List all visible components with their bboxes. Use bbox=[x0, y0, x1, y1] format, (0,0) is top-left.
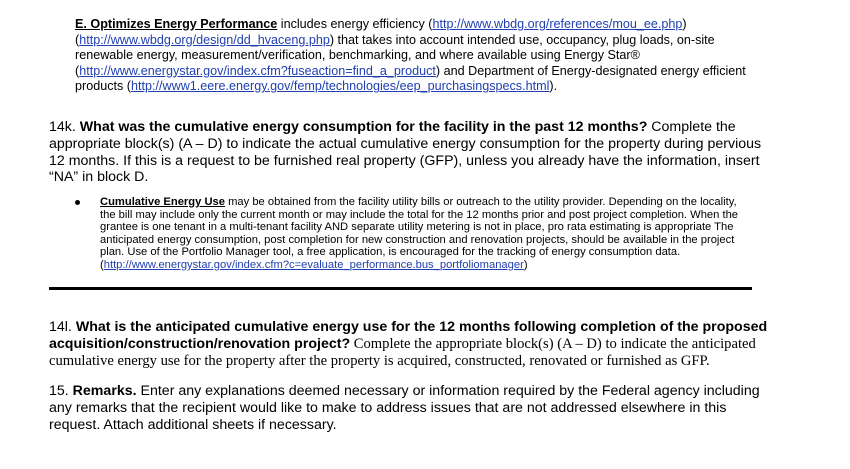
section-e-paragraph bbox=[75, 17, 765, 95]
bullet-term: Cumulative Energy Use bbox=[100, 196, 225, 208]
question-15-title: Remarks. bbox=[72, 383, 137, 399]
question-14k-title: What was the cumulative energy consumption for the facility in the past 12 months? bbox=[79, 119, 648, 135]
section-e-text-3: ) that takes into account intended use, occupancy, plug loads, on-site renewable energy, measurement/verification, benchmarking, and where available using Energy Star® ( bbox=[75, 32, 715, 78]
section-e-text-2b: ( bbox=[75, 32, 80, 47]
link-eere-purchasing[interactable]: http://www1.eere.energy.gov/femp/technologies/eep_purchasingspecs.html bbox=[131, 79, 550, 94]
link-mou-ee[interactable]: http://www.wbdg.org/references/mou_ee.php bbox=[432, 17, 683, 31]
question-14l bbox=[49, 319, 769, 369]
section-e-text-1: includes energy efficiency ( bbox=[277, 17, 433, 31]
section-e-heading: E. Optimizes Energy Performance bbox=[75, 17, 278, 31]
question-14k-number: 14k. bbox=[49, 119, 80, 135]
question-14k bbox=[49, 119, 769, 186]
link-portfolio-manager[interactable]: http://www.energystar.gov/index.cfm?c=evaluate_performance.bus_portfoliomanager bbox=[103, 258, 524, 271]
link-energystar-products[interactable]: http://www.energystar.gov/index.cfm?fuseaction=find_a_product bbox=[79, 63, 436, 78]
question-15-body: Enter any explanations deemed necessary or information required by the Federal agency including any remarks that the recipient would like to make to address issues that are not addressed elsewhere in this request. Attach additional sheets if necessary. bbox=[49, 383, 760, 433]
bullet-paren-open: ( bbox=[100, 258, 104, 271]
section-e-text-4: ) and Department of Energy-designated energy efficient products ( bbox=[75, 63, 746, 94]
question-14l-body: Complete the appropriate block(s) (A – D) to indicate the anticipated cumulative energy use for the property after the property is acquired, constructed, renovated or furnished as GFP. bbox=[49, 335, 756, 369]
question-15 bbox=[49, 383, 774, 433]
question-14l-number: 14l. bbox=[49, 319, 76, 335]
link-dd-hvaceng[interactable]: http://www.wbdg.org/design/dd_hvaceng.php bbox=[79, 32, 330, 47]
section-divider bbox=[49, 287, 752, 290]
bullet-paren-close: ) bbox=[523, 258, 528, 271]
section-e-text-2: ) bbox=[682, 17, 687, 31]
question-15-number: 15. bbox=[49, 383, 73, 399]
question-14l-title: What is the anticipated cumulative energy use for the 12 months following completion of the proposed acquisition/construction/renovation project? bbox=[49, 319, 768, 352]
bullet-body: may be obtained from the facility utility bills or outreach to the utility provider. Depending on the locality, the bill may include only the current month or may include the total for the 12 months prior and post project completion. When the grantee is one tenant in a multi-tenant facility AND separate utility metering is not in place, pro rata estimating is appropriate The anticipated energy consumption, post completion for new construction and renovation projects, should be available in the project plan. Use of the Portfolio Manager tool, a free application, is encouraged for the tracking of energy consumption data. bbox=[100, 196, 739, 259]
bullet-icon bbox=[75, 200, 80, 205]
bullet-text bbox=[100, 196, 755, 272]
section-e-text-5: ). bbox=[549, 79, 558, 94]
bullet-list-item bbox=[75, 196, 755, 272]
question-14k-body: Complete the appropriate block(s) (A – D) to indicate the actual cumulative energy consumption for the property during pervious 12 months. If this is a request to be furnished real property (GFP), unless you already have the information, insert “NA” in block D. bbox=[49, 119, 762, 186]
